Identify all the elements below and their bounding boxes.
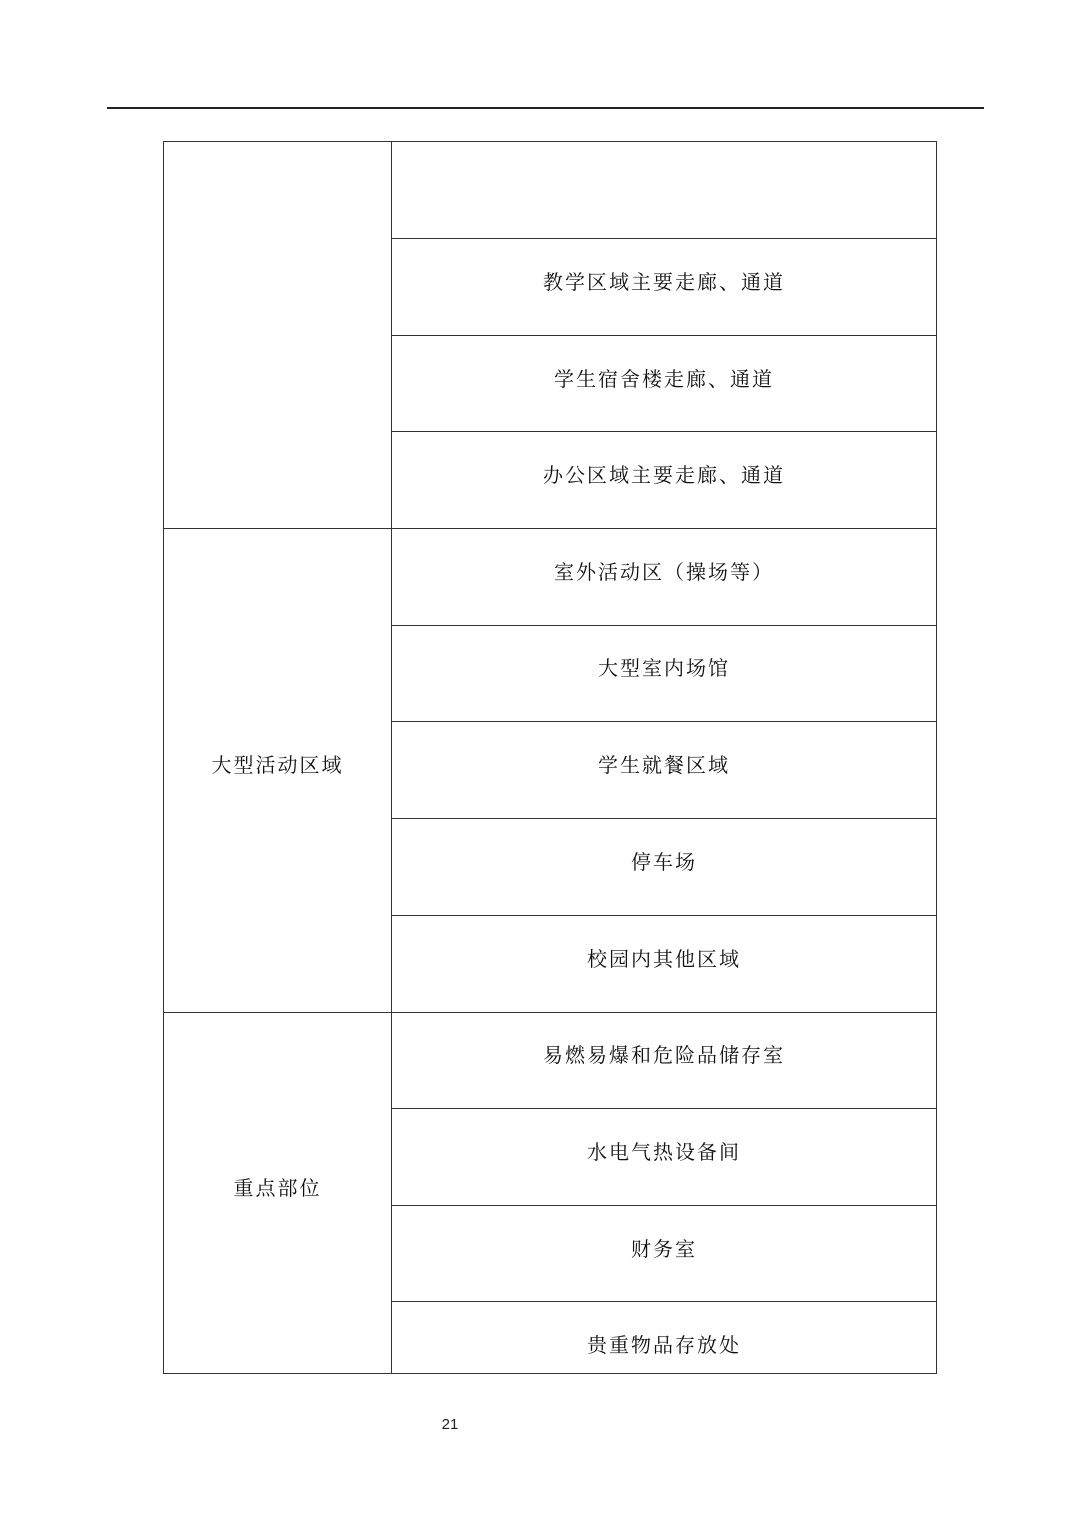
row-divider — [392, 915, 936, 916]
page-number: 21 — [441, 1416, 459, 1433]
row-divider — [392, 1108, 936, 1109]
row-divider — [392, 721, 936, 722]
group-label: 大型活动区域 — [211, 753, 344, 777]
table-cell: 大型室内场馆 — [598, 656, 730, 680]
row-divider — [392, 431, 936, 432]
table-cell: 办公区域主要走廊、通道 — [543, 463, 785, 487]
table-cell: 学生宿舍楼走廊、通道 — [554, 367, 774, 391]
table-cell: 财务室 — [631, 1237, 697, 1261]
table-cell: 室外活动区（操场等） — [554, 560, 774, 584]
header-rule — [107, 107, 984, 109]
row-divider — [392, 625, 936, 626]
table-cell: 贵重物品存放处 — [587, 1333, 741, 1357]
table-cell: 停车场 — [631, 850, 697, 874]
table-cell: 学生就餐区域 — [598, 753, 730, 777]
row-divider — [392, 818, 936, 819]
table-cell: 水电气热设备间 — [587, 1140, 741, 1164]
table-cell: 易燃易爆和危险品储存室 — [543, 1043, 785, 1067]
row-divider — [392, 1301, 936, 1302]
table-cell: 教学区域主要走廊、通道 — [543, 270, 785, 294]
group-divider — [164, 528, 936, 529]
row-divider — [392, 1205, 936, 1206]
location-table — [163, 141, 937, 1374]
table-cell: 校园内其他区域 — [587, 947, 741, 971]
row-divider — [392, 335, 936, 336]
group-label: 重点部位 — [233, 1176, 322, 1200]
group-divider — [164, 1012, 936, 1013]
row-divider — [392, 238, 936, 239]
